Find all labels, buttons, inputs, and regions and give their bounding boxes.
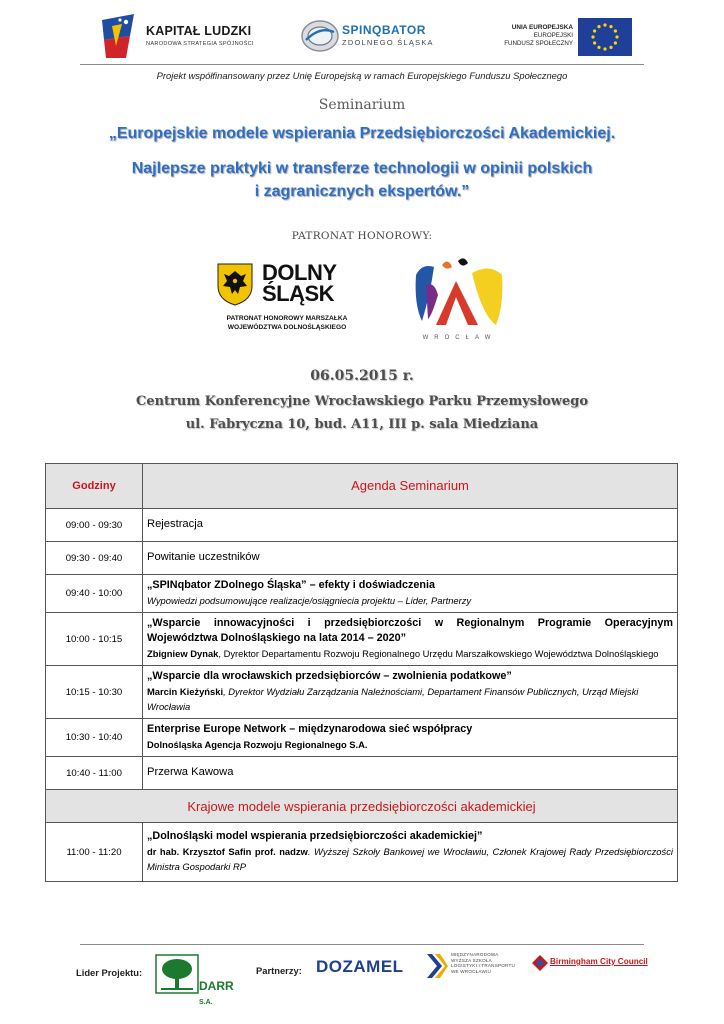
table-row	[46, 509, 678, 542]
kapital-ludzki-logo	[100, 12, 270, 60]
agenda-item-org: Dolnośląska Agencja Rozwoju Regionalnego S.A.	[147, 739, 368, 750]
agenda-item-title: Enterprise Europe Network – międzynarodowa sieć współpracy	[147, 723, 473, 735]
seminar-title-line3: i zagranicznych ekspertów.”	[254, 183, 470, 200]
seminar-title-line2: Najlepsze praktyki w transferze technologii w opinii polskich	[131, 160, 593, 177]
eu-flag-icon	[578, 18, 632, 56]
agenda-item-subtitle: Wypowiedzi podsumowujące realizacje/osiągniecia projektu – Lider, Partnerzy	[147, 595, 472, 606]
darr-name-text: DARR	[199, 979, 234, 993]
birmingham-emblem-icon	[530, 953, 550, 973]
table-row	[46, 542, 678, 575]
partners-label: Partnerzy:	[256, 965, 302, 976]
speaker-name: Marcin Kieżyński	[147, 686, 224, 697]
kapital-ludzki-emblem-icon	[100, 12, 142, 60]
wssl-logo	[425, 950, 525, 990]
cofinance-note: Projekt współfinansowany przez Unię Europejską w ramach Europejskiego Funduszu Społecznego	[156, 70, 568, 81]
table-row	[46, 666, 678, 719]
spinqbator-line1: SPINQBATOR	[342, 23, 426, 37]
event-date: 06.05.2015 r.	[310, 368, 414, 384]
seminar-title-line1: „Europejskie modele wspierania Przedsiębiorczości Akademickiej.	[108, 125, 616, 142]
agenda-header-row	[46, 464, 678, 509]
dolny-slask-line2: ŚLĄSK	[262, 281, 335, 306]
agenda-time: 10:30 - 10:40	[46, 719, 143, 757]
table-row	[46, 575, 678, 613]
dolny-slask-caption-line2: WOJEWÓDZTWA DOLNOŚLĄSKIEGO	[227, 324, 347, 331]
dolny-slask-eagle-icon	[216, 262, 254, 306]
agenda-item-title: „SPINqbator ZDolnego Śląska” – efekty i doświadczenia	[147, 579, 435, 591]
agenda-time: 10:40 - 11:00	[46, 757, 143, 790]
footer-divider	[80, 944, 644, 945]
dolny-slask-name	[262, 262, 337, 304]
agenda-section-row	[46, 790, 678, 823]
header-divider	[80, 64, 644, 65]
darr-name	[199, 979, 250, 1007]
agenda-item-title: „Wsparcie dla wrocławskich przedsiębiorców – zwolnienia podatkowe”	[147, 670, 512, 682]
darr-suffix: S.A.	[199, 999, 213, 1006]
speaker-name: Zbigniew Dynak	[147, 648, 219, 659]
agenda-table	[45, 463, 678, 882]
eu-logo	[498, 14, 633, 60]
patronage-label: PATRONAT HONOROWY:	[291, 230, 433, 242]
agenda-item-title: „Dolnośląski model wspierania przedsiębiorczości akademickiej”	[147, 830, 483, 842]
dolny-slask-line1: DOLNY	[262, 260, 337, 285]
kapital-ludzki-title: KAPITAŁ LUDZKI	[146, 24, 252, 38]
seminar-label: Seminarium	[318, 97, 406, 113]
agenda-time: 10:00 - 10:15	[46, 613, 143, 666]
table-row	[46, 613, 678, 666]
spinqbator-emblem-icon	[300, 18, 340, 54]
wroclaw-emblem-icon	[412, 255, 507, 333]
spinqbator-logo	[298, 16, 453, 56]
agenda-time: 09:00 - 09:30	[46, 509, 143, 542]
table-row	[46, 719, 678, 757]
table-row	[46, 823, 678, 882]
agenda-header-time: Godziny	[46, 464, 143, 509]
dolny-slask-caption	[212, 314, 362, 332]
agenda-time: 09:40 - 10:00	[46, 575, 143, 613]
wssl-line1: MIĘDZYNARODOWA	[451, 952, 499, 957]
wssl-line4: WE WROCŁAWIU	[451, 968, 491, 974]
table-row	[46, 757, 678, 790]
event-address: ul. Fabryczna 10, bud. A11, III p. sala Miedziana	[185, 417, 539, 432]
eu-line2: EUROPEJSKI	[533, 32, 573, 39]
dolny-slask-caption-line1: PATRONAT HONOROWY MARSZAŁKA	[226, 315, 348, 322]
dozamel-logo: DOZAMEL	[316, 957, 404, 976]
wroclaw-logo	[412, 255, 507, 347]
lider-label: Lider Projektu:	[76, 967, 143, 978]
speaker-role: . Wyższej Szkoły Bankowej we Wrocławiu, Członek Krajowej Rady Przedsiębiorczości Ministra Gospodarki RP	[147, 846, 673, 872]
event-venue: Centrum Konferencyjne Wrocławskiego Parku Przemysłowego	[135, 394, 589, 409]
darr-tree-icon	[155, 954, 199, 994]
agenda-header-title: Agenda Seminarium	[143, 464, 678, 509]
agenda-time: 09:30 - 09:40	[46, 542, 143, 575]
agenda-section-title: Krajowe modele wspierania przedsiębiorczości akademickiej	[46, 790, 678, 823]
agenda-item-title: „Wsparcie innowacyjności i przedsiębiorczości w Regionalnym Programie Operacyjnym Województwa Dolnośląskiego na lata 2014 – 2020”	[147, 617, 673, 644]
kapital-ludzki-subtitle: NARODOWA STRATEGIA SPÓJNOŚCI	[146, 41, 254, 47]
speaker-name: dr hab. Krzysztof Safin prof. nadzw	[147, 846, 308, 857]
wroclaw-caption: WROCŁAW	[422, 335, 497, 341]
agenda-time: 10:15 - 10:30	[46, 666, 143, 719]
eu-text	[498, 24, 573, 48]
eu-line3: FUNDUSZ SPOŁECZNY	[504, 40, 573, 47]
wssl-line3: LOGISTYKI I TRANSPORTU	[451, 963, 515, 969]
agenda-item-title: Przerwa Kawowa	[147, 766, 234, 778]
agenda-time: 11:00 - 11:20	[46, 823, 143, 882]
speaker-role: , Dyrektor Departamentu Rozwoju Regionalnego Urzędu Marszałkowskiego Województwa Dolnośląskiego	[218, 648, 659, 659]
dolny-slask-logo	[212, 260, 362, 338]
birmingham-logo	[530, 953, 648, 975]
wssl-text	[451, 952, 515, 974]
darr-logo	[155, 954, 250, 1006]
eu-line1: UNIA EUROPEJSKA	[511, 24, 573, 31]
speaker-role: , Dyrektor Wydziału Zarządzania Należnościami, Departament Finansów Publicznych, Urząd Miejski Wrocławia	[147, 686, 639, 712]
agenda-item-title: Powitanie uczestników	[147, 551, 260, 563]
wssl-line2: WYŻSZA SZKOŁA	[451, 957, 492, 963]
agenda-item-title: Rejestracja	[147, 518, 203, 530]
spinqbator-line2: ZDOLNEGO ŚLĄSKA	[342, 38, 434, 47]
birmingham-name: Birmingham City Council	[550, 957, 648, 966]
wssl-emblem-icon	[425, 952, 449, 980]
